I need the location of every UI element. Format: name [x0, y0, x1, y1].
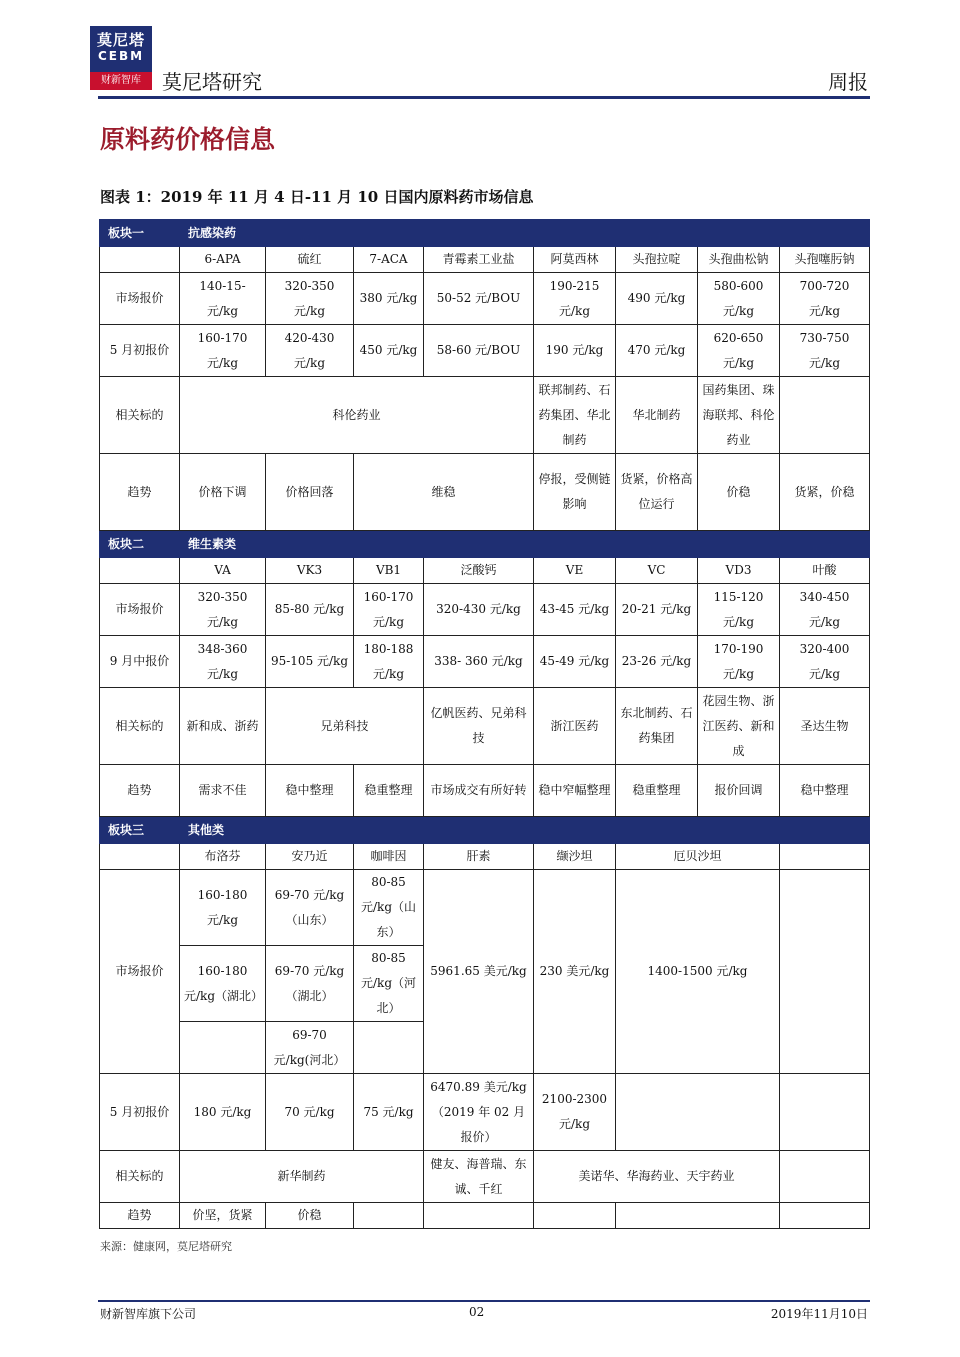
- product-name: 阿莫西林: [534, 247, 616, 273]
- block3-band: [100, 817, 870, 844]
- trend-cell: 稳中整理: [780, 765, 870, 817]
- price-cell: 43-45 元/kg: [534, 584, 616, 636]
- logo-en-text: CEBM: [97, 49, 145, 63]
- price-cell: 338- 360 元/kg: [424, 636, 534, 688]
- price-cell: 70 元/kg: [266, 1074, 354, 1151]
- block3-trend-row: [100, 1203, 870, 1229]
- block-label: 板块三: [100, 817, 180, 844]
- block3-market-row-1: [100, 870, 870, 946]
- price-cell: 190-215 元/kg: [534, 273, 616, 325]
- block-category: 维生素类: [180, 531, 266, 558]
- price-cell: 50-52 元/BOU: [424, 273, 534, 325]
- price-cell: 730-750 元/kg: [780, 325, 870, 377]
- product-name: 安乃近: [266, 844, 354, 870]
- product-name: VK3: [266, 558, 354, 584]
- company-logo: [90, 26, 152, 90]
- block2-product-row: [100, 558, 870, 584]
- product-name: 6-APA: [180, 247, 266, 273]
- product-name: 硫红: [266, 247, 354, 273]
- footer-company: 财新智库旗下公司: [100, 1307, 197, 1321]
- price-cell: 5961.65 美元/kg: [424, 870, 534, 1074]
- price-cell: 700-720 元/kg: [780, 273, 870, 325]
- api-price-table: [99, 219, 870, 1229]
- page-number: 02: [469, 1305, 485, 1319]
- product-name: 厄贝沙坦: [616, 844, 780, 870]
- price-cell: 58-60 元/BOU: [424, 325, 534, 377]
- product-name: VC: [616, 558, 698, 584]
- block2-mid-row: [100, 636, 870, 688]
- block2-band: [100, 531, 870, 558]
- related-company: 联邦制药、石药集团、华北制药: [534, 377, 616, 454]
- logo-sub-text: 财新智库: [90, 72, 152, 90]
- trend-cell: 价坚，货紧: [180, 1203, 266, 1229]
- trend-cell: 价稳: [698, 454, 780, 531]
- block-category: 抗感染药: [180, 220, 266, 247]
- price-cell: 1400-1500 元/kg: [616, 870, 780, 1074]
- trend-cell: 价稳: [266, 1203, 354, 1229]
- trend-cell: 货紧，价稳: [780, 454, 870, 531]
- product-name: 7-ACA: [354, 247, 424, 273]
- price-cell: 470 元/kg: [616, 325, 698, 377]
- trend-cell: 稳重整理: [616, 765, 698, 817]
- related-company: 华北制药: [616, 377, 698, 454]
- related-company: 圣达生物: [780, 688, 870, 765]
- price-cell: 190 元/kg: [534, 325, 616, 377]
- row-label: 相关标的: [100, 1151, 180, 1203]
- related-company: 兄弟科技: [266, 688, 424, 765]
- footer-date: 2019年11月10日: [770, 1307, 868, 1321]
- price-cell: 140-15-元/kg: [180, 273, 266, 325]
- block1-trend-row: [100, 454, 870, 531]
- price-cell: 490 元/kg: [616, 273, 698, 325]
- price-cell: 320-350 元/kg: [266, 273, 354, 325]
- block3-early-row: [100, 1074, 870, 1151]
- trend-cell: 价格回落: [266, 454, 354, 531]
- row-label: 市场报价: [100, 273, 180, 325]
- price-cell: 160-180 元/kg（湖北）: [180, 946, 266, 1022]
- related-company: 健友、海普瑞、东诚、千红: [424, 1151, 534, 1203]
- price-cell: 380 元/kg: [354, 273, 424, 325]
- trend-cell: 报价回调: [698, 765, 780, 817]
- logo-cn-text: 莫尼塔: [96, 31, 145, 49]
- product-name: 布洛芬: [180, 844, 266, 870]
- related-company: 亿帆医药、兄弟科技: [424, 688, 534, 765]
- page-header: [0, 0, 960, 100]
- block2-market-row: [100, 584, 870, 636]
- price-cell: 20-21 元/kg: [616, 584, 698, 636]
- price-cell: 160-180 元/kg: [180, 870, 266, 946]
- block1-related-row: [100, 377, 870, 454]
- trend-cell: 需求不佳: [180, 765, 266, 817]
- price-cell: 2100-2300 元/kg: [534, 1074, 616, 1151]
- trend-cell: 市场成交有所好转: [424, 765, 534, 817]
- price-cell: 69-70 元/kg（湖北）: [266, 946, 354, 1022]
- block-category: 其他类: [180, 817, 266, 844]
- price-cell: 170-190 元/kg: [698, 636, 780, 688]
- trend-cell: 价格下调: [180, 454, 266, 531]
- row-label: 相关标的: [100, 688, 180, 765]
- product-name: 青霉素工业盐: [424, 247, 534, 273]
- row-label: 9 月中报价: [100, 636, 180, 688]
- block1-early-row: [100, 325, 870, 377]
- related-company: 新华制药: [180, 1151, 424, 1203]
- product-name: 叶酸: [780, 558, 870, 584]
- related-company: 科伦药业: [180, 377, 534, 454]
- price-cell: 23-26 元/kg: [616, 636, 698, 688]
- price-cell: 450 元/kg: [354, 325, 424, 377]
- trend-cell: 维稳: [354, 454, 534, 531]
- source-note: 来源：健康网，莫尼塔研究: [100, 1240, 232, 1253]
- price-cell: 115-120 元/kg: [698, 584, 780, 636]
- price-cell: 230 美元/kg: [534, 870, 616, 1074]
- price-cell: 75 元/kg: [354, 1074, 424, 1151]
- row-label: 市场报价: [100, 870, 180, 1074]
- row-label: 5 月初报价: [100, 325, 180, 377]
- report-type: 周报: [828, 70, 868, 94]
- product-name: 缬沙坦: [534, 844, 616, 870]
- block2-trend-row: [100, 765, 870, 817]
- block1-market-row: [100, 273, 870, 325]
- header-divider: [98, 96, 870, 99]
- price-cell: 95-105 元/kg: [266, 636, 354, 688]
- block1-product-row: [100, 247, 870, 273]
- price-cell: 620-650 元/kg: [698, 325, 780, 377]
- row-label: 趋势: [100, 765, 180, 817]
- product-name: 头孢曲松钠: [698, 247, 780, 273]
- price-cell: 580-600 元/kg: [698, 273, 780, 325]
- product-name: 泛酸钙: [424, 558, 534, 584]
- section-title: 原料药价格信息: [100, 125, 276, 154]
- price-cell: 180 元/kg: [180, 1074, 266, 1151]
- price-cell: 6470.89 美元/kg（2019 年 02 月报价）: [424, 1074, 534, 1151]
- price-cell: 80-85 元/kg（山东）: [354, 870, 424, 946]
- product-name: VD3: [698, 558, 780, 584]
- related-company: 花园生物、浙江医药、新和成: [698, 688, 780, 765]
- product-name: 头孢噻肟钠: [780, 247, 870, 273]
- block-label: 板块一: [100, 220, 180, 247]
- price-cell: 80-85 元/kg（河北）: [354, 946, 424, 1022]
- footer-divider: [98, 1300, 870, 1302]
- price-cell: 69-70 元/kg(河北）: [266, 1022, 354, 1074]
- product-name: 头孢拉啶: [616, 247, 698, 273]
- product-name: 肝素: [424, 844, 534, 870]
- block3-related-row: [100, 1151, 870, 1203]
- price-cell: 69-70 元/kg（山东）: [266, 870, 354, 946]
- figure-title: 图表 1：2019 年 11 月 4 日-11 月 10 日国内原料药市场信息: [100, 188, 534, 206]
- price-cell: 180-188 元/kg: [354, 636, 424, 688]
- trend-cell: 停报，受侧链影响: [534, 454, 616, 531]
- price-cell: 160-170 元/kg: [180, 325, 266, 377]
- price-cell: 420-430 元/kg: [266, 325, 354, 377]
- row-label: 趋势: [100, 454, 180, 531]
- price-cell: 320-400 元/kg: [780, 636, 870, 688]
- block-label: 板块二: [100, 531, 180, 558]
- row-label: 5 月初报价: [100, 1074, 180, 1151]
- brand-name: 莫尼塔研究: [162, 70, 262, 94]
- price-cell: 320-350 元/kg: [180, 584, 266, 636]
- related-company: 美诺华、华海药业、天宇药业: [534, 1151, 780, 1203]
- price-cell: 340-450 元/kg: [780, 584, 870, 636]
- related-company: 新和成、浙药: [180, 688, 266, 765]
- product-name: 咖啡因: [354, 844, 424, 870]
- related-company: 国药集团、珠海联邦、科伦药业: [698, 377, 780, 454]
- product-name: VE: [534, 558, 616, 584]
- price-cell: 160-170 元/kg: [354, 584, 424, 636]
- product-name: VB1: [354, 558, 424, 584]
- block1-band: [100, 220, 870, 247]
- trend-cell: 稳重整理: [354, 765, 424, 817]
- product-name: VA: [180, 558, 266, 584]
- row-label: 相关标的: [100, 377, 180, 454]
- price-cell: 320-430 元/kg: [424, 584, 534, 636]
- related-company: 浙江医药: [534, 688, 616, 765]
- price-cell: 348-360 元/kg: [180, 636, 266, 688]
- price-cell: 85-80 元/kg: [266, 584, 354, 636]
- block2-related-row: [100, 688, 870, 765]
- row-label: 趋势: [100, 1203, 180, 1229]
- price-cell: 45-49 元/kg: [534, 636, 616, 688]
- trend-cell: 稳中窄幅整理: [534, 765, 616, 817]
- trend-cell: 稳中整理: [266, 765, 354, 817]
- related-company: 东北制药、石药集团: [616, 688, 698, 765]
- block3-product-row: [100, 844, 870, 870]
- trend-cell: 货紧，价格高位运行: [616, 454, 698, 531]
- row-label: 市场报价: [100, 584, 180, 636]
